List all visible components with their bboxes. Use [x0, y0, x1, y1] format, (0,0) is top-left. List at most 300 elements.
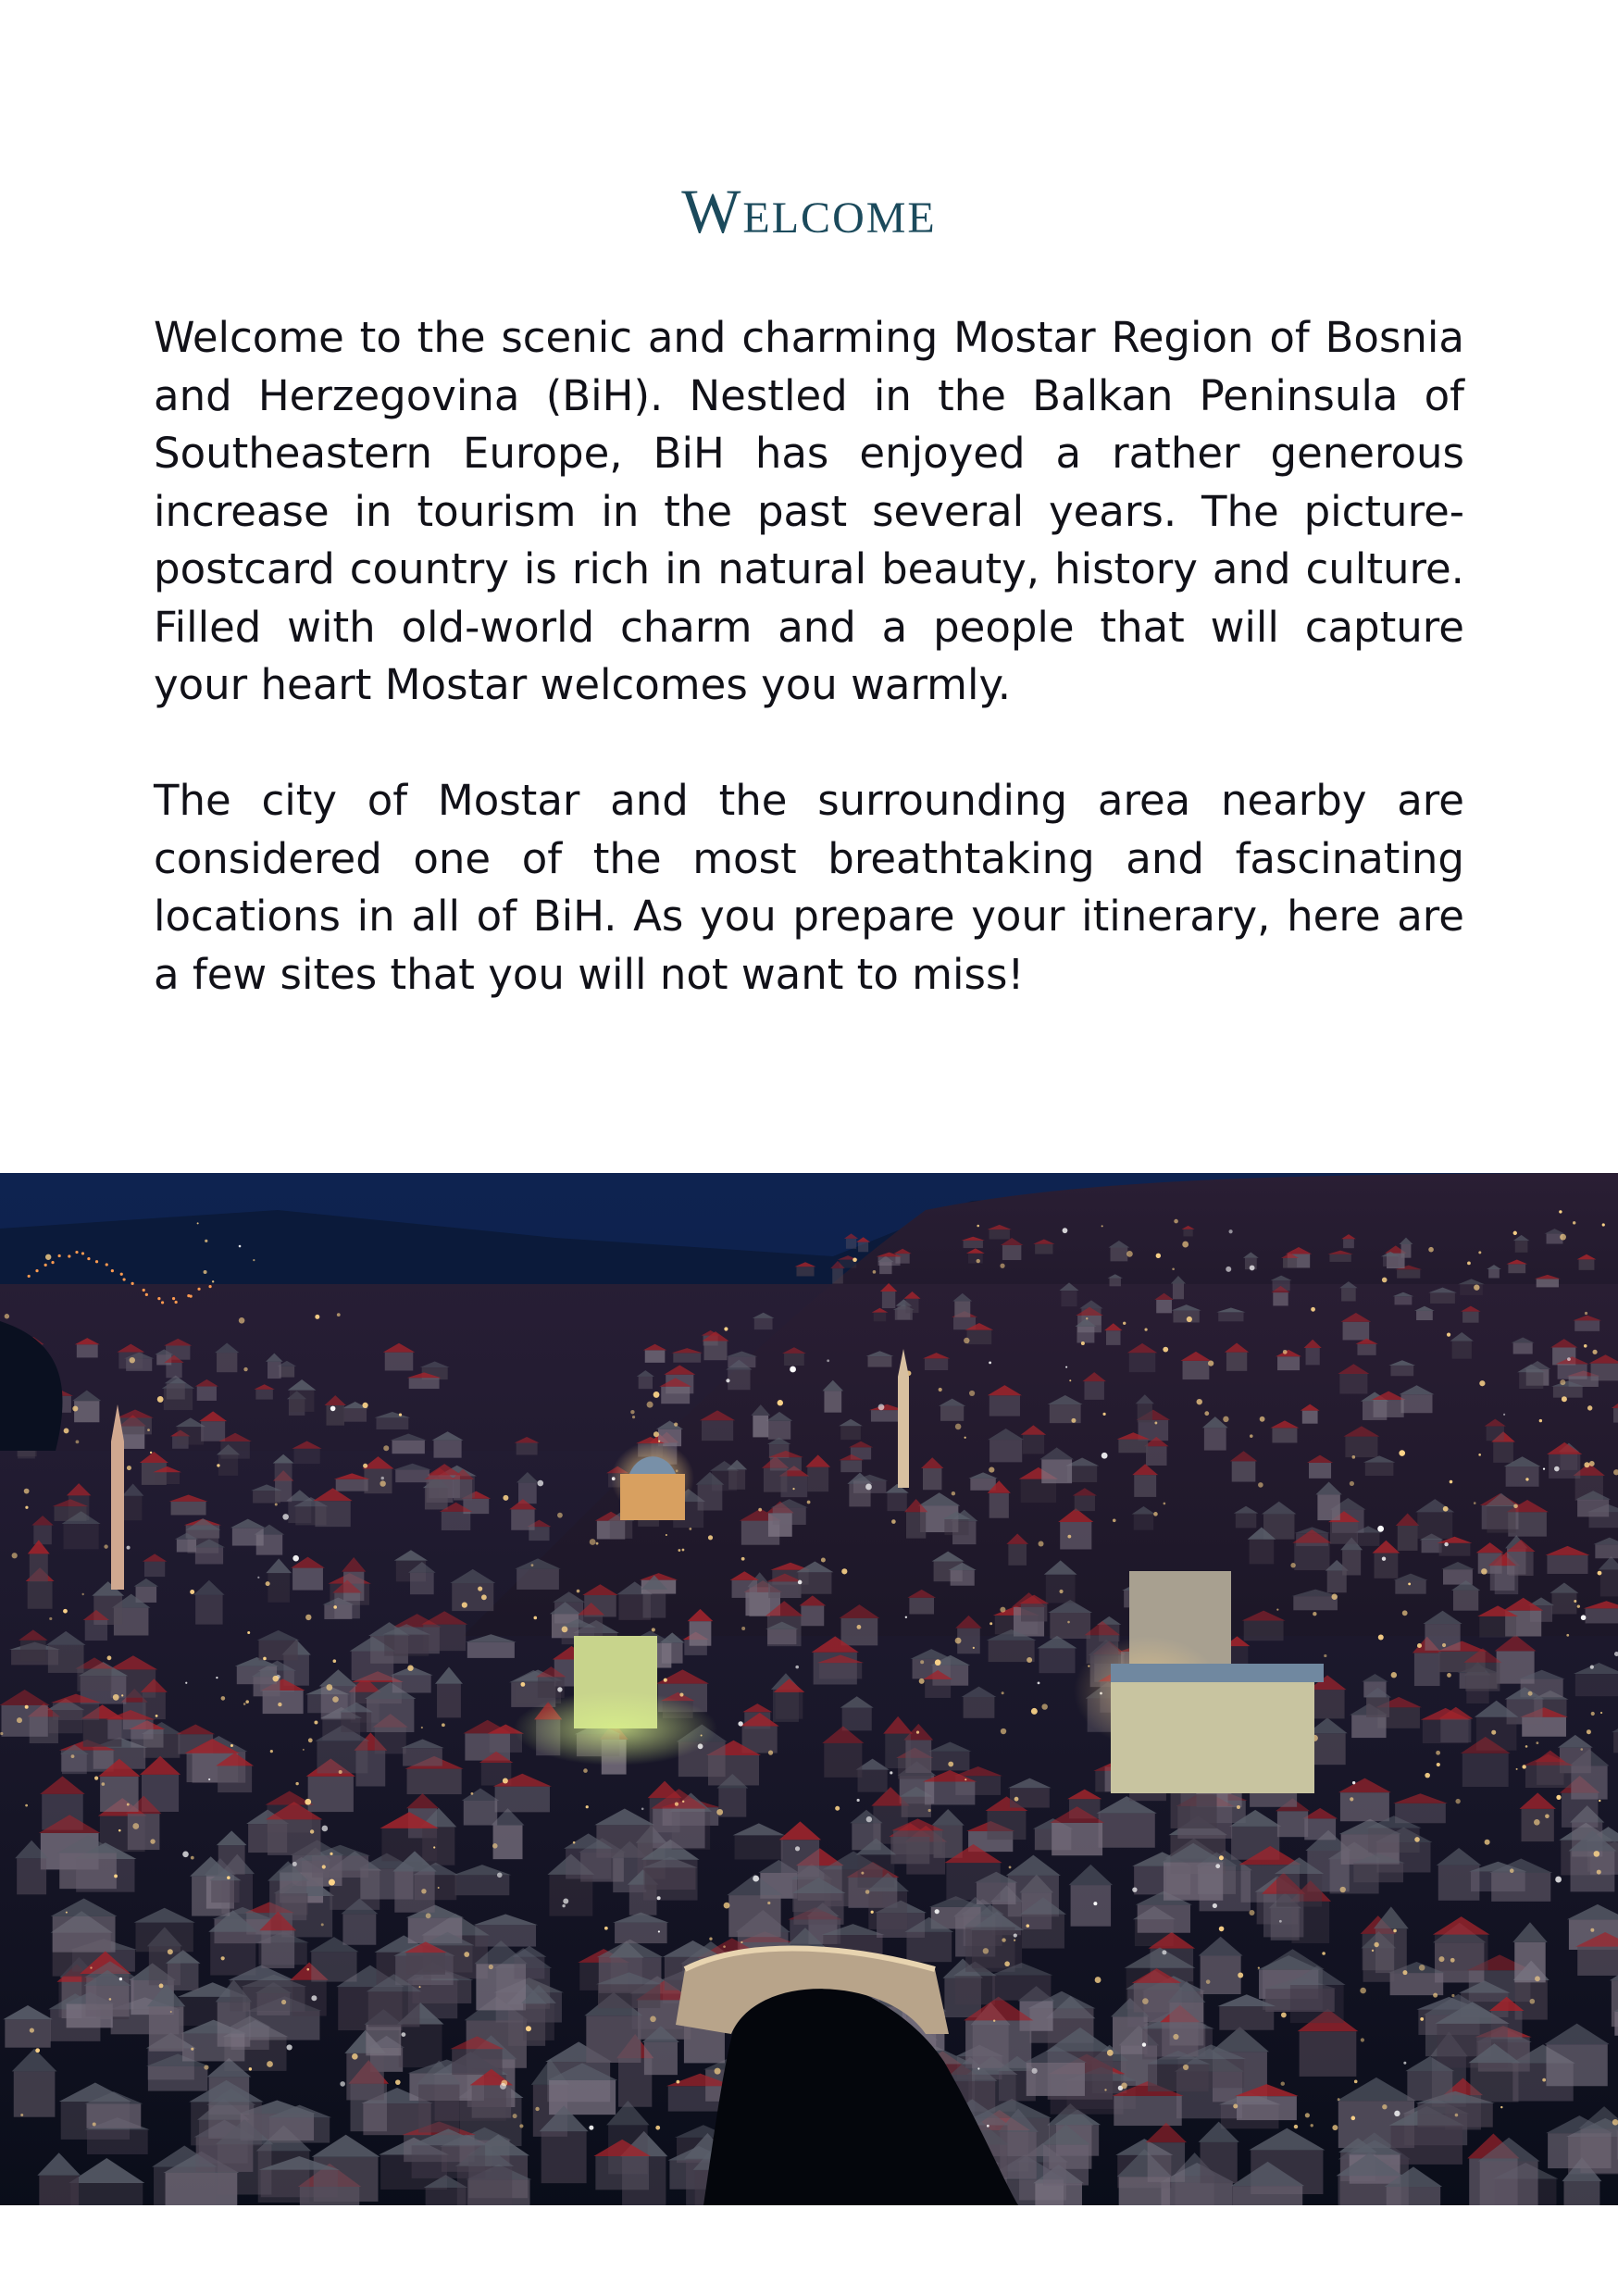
- city-light: [121, 1694, 123, 1696]
- city-light: [1393, 1929, 1397, 1933]
- city-light: [1598, 1571, 1602, 1576]
- city-light: [49, 1617, 52, 1620]
- city-light: [1455, 1799, 1460, 1803]
- city-light: [245, 1700, 249, 1703]
- city-light: [1525, 1478, 1528, 1480]
- city-light: [478, 1586, 482, 1591]
- city-light: [1481, 1568, 1487, 1575]
- city-light: [857, 1625, 862, 1629]
- city-light: [871, 1911, 874, 1914]
- city-light: [583, 1768, 588, 1773]
- city-light: [861, 1872, 864, 1875]
- city-scene-illustration: [0, 1173, 1618, 2205]
- city-light: [1132, 1887, 1137, 1891]
- city-light: [1113, 1518, 1116, 1522]
- city-light: [768, 1751, 773, 1755]
- city-light: [1450, 1958, 1455, 1963]
- city-light: [513, 2114, 517, 2118]
- city-light: [878, 1404, 885, 1410]
- city-light: [1093, 1902, 1097, 1905]
- city-light: [647, 1402, 653, 1408]
- city-light: [127, 1546, 131, 1550]
- city-light: [977, 1259, 980, 1263]
- city-light: [1071, 1418, 1076, 1423]
- city-light: [1249, 1910, 1254, 1915]
- city-light: [1402, 1610, 1408, 1616]
- city-light: [1587, 1729, 1591, 1734]
- city-light: [1559, 1210, 1562, 1213]
- city-light: [795, 1846, 800, 1851]
- city-light: [310, 1829, 314, 1833]
- road-light: [44, 1264, 47, 1267]
- city-light: [363, 1464, 367, 1468]
- city-light: [278, 1703, 281, 1706]
- city-light: [674, 1423, 678, 1427]
- intro-paragraph: [154, 309, 1464, 715]
- city-light: [562, 1904, 565, 1907]
- city-light: [795, 1666, 799, 1669]
- city-light: [1026, 1924, 1029, 1928]
- text-line: a few sites that you will not want to miss!: [154, 949, 1025, 999]
- city-light: [716, 1809, 723, 1816]
- city-light: [1290, 1563, 1295, 1567]
- city-light: [1142, 1998, 1149, 2004]
- city-light: [1350, 1481, 1354, 1486]
- city-light: [321, 1923, 324, 1926]
- city-light: [292, 1555, 299, 1562]
- city-light: [1065, 1366, 1067, 1368]
- city-light: [1443, 1506, 1449, 1512]
- city-light: [1528, 1691, 1533, 1696]
- city-light: [1354, 2080, 1358, 2084]
- city-light: [1420, 2017, 1424, 2021]
- city-light: [675, 1803, 678, 1806]
- city-light: [1591, 1712, 1595, 1716]
- city-light: [1206, 1979, 1211, 1984]
- city-light: [715, 2068, 721, 2075]
- city-light: [322, 1865, 326, 1868]
- city-light: [1311, 2124, 1313, 2127]
- city-light: [758, 1508, 762, 1512]
- city-light: [322, 1826, 329, 1832]
- city-light: [1121, 2083, 1127, 2090]
- city-light: [664, 1678, 667, 1682]
- city-light: [0, 1732, 3, 1735]
- city-light: [1444, 1542, 1448, 1546]
- city-light: [182, 1852, 189, 1858]
- city-light: [798, 1580, 803, 1585]
- city-light: [741, 1557, 745, 1561]
- city-light: [1032, 2068, 1038, 2074]
- city-light: [438, 1887, 440, 1889]
- city-light: [1408, 1582, 1411, 1585]
- city-light: [1174, 1219, 1178, 1224]
- road-light: [35, 1269, 38, 1272]
- city-light: [905, 1616, 907, 1618]
- city-light: [381, 1477, 384, 1479]
- city-light: [156, 1715, 158, 1717]
- city-light: [1556, 1795, 1561, 1800]
- city-light: [689, 1528, 691, 1530]
- city-light: [977, 1225, 979, 1228]
- city-light: [1455, 2114, 1459, 2117]
- city-light: [1584, 1344, 1587, 1348]
- city-light: [890, 1771, 892, 1774]
- city-light: [1543, 1468, 1545, 1470]
- city-light: [857, 1799, 860, 1802]
- city-light: [537, 1480, 543, 1487]
- city-light: [1002, 1691, 1004, 1694]
- city-light: [399, 1414, 402, 1416]
- city-light: [270, 1750, 273, 1753]
- road-light: [106, 1263, 108, 1266]
- city-light: [1197, 1399, 1202, 1404]
- city-light: [1594, 1851, 1600, 1857]
- city-light: [666, 1534, 667, 1536]
- city-light: [190, 1590, 194, 1594]
- text-line: and Herzegovina (BiH). Nestled in the Balkan Peninsula of: [154, 370, 1464, 420]
- city-light: [295, 1782, 298, 1785]
- road-light: [75, 1251, 78, 1254]
- city-light: [1394, 2111, 1400, 2116]
- city-light: [330, 1406, 336, 1412]
- city-light: [952, 1491, 955, 1495]
- city-light: [821, 1558, 826, 1563]
- city-light: [1554, 1466, 1560, 1472]
- sites-paragraph: [154, 772, 1464, 1004]
- city-light: [977, 2067, 979, 2069]
- city-light: [1478, 1251, 1481, 1254]
- city-light: [247, 1631, 250, 1634]
- city-light: [442, 1723, 445, 1727]
- city-light: [1450, 1480, 1453, 1484]
- city-light: [63, 1609, 68, 1614]
- city-light: [965, 1437, 966, 1439]
- text-line: postcard country is rich in natural beauty, history and culture.: [154, 544, 1464, 593]
- city-light: [1281, 2082, 1285, 2086]
- city-light: [1014, 1797, 1019, 1802]
- city-light: [127, 1466, 131, 1470]
- city-light: [1031, 1708, 1038, 1715]
- road-light: [197, 1288, 200, 1291]
- city-light: [127, 1803, 130, 1806]
- city-light: [723, 1945, 726, 1948]
- city-light: [168, 1949, 173, 1954]
- city-light: [1403, 2062, 1406, 2065]
- city-light: [489, 1965, 493, 1969]
- city-light: [1332, 2125, 1338, 2130]
- road-light: [81, 1252, 84, 1254]
- city-light: [306, 1968, 309, 1971]
- road-light: [122, 1278, 125, 1280]
- city-light: [94, 1777, 98, 1780]
- city-light: [1002, 1938, 1005, 1941]
- road-light: [172, 1297, 175, 1300]
- city-light: [272, 1676, 279, 1682]
- city-light: [989, 1361, 991, 1364]
- city-light: [326, 1684, 332, 1691]
- city-light: [1581, 1615, 1587, 1620]
- city-light: [150, 1839, 155, 1843]
- city-light: [632, 1416, 635, 1418]
- city-light: [577, 1590, 580, 1593]
- city-light: [380, 1480, 385, 1486]
- city-light: [1417, 1643, 1422, 1648]
- city-light: [114, 1875, 118, 1878]
- city-light: [197, 1222, 199, 1224]
- city-light: [964, 1338, 969, 1343]
- city-light: [738, 1721, 742, 1726]
- city-light: [1000, 1264, 1004, 1268]
- city-light: [333, 1659, 337, 1663]
- city-light: [1485, 1840, 1490, 1845]
- city-light: [1545, 1814, 1550, 1818]
- city-light: [1340, 1887, 1346, 1892]
- city-light: [426, 1913, 431, 1918]
- city-light: [1555, 1877, 1562, 1883]
- city-light: [1009, 1866, 1012, 1868]
- city-light: [1219, 1855, 1224, 1860]
- city-light: [253, 1259, 255, 1261]
- city-light: [1187, 1316, 1192, 1322]
- text-line: increase in tourism in the past several years. The picture-: [154, 486, 1464, 536]
- city-light: [1104, 2089, 1106, 2090]
- road-light: [208, 1285, 211, 1288]
- city-light: [1001, 1728, 1006, 1734]
- city-light: [230, 1744, 233, 1747]
- city-light: [653, 1391, 660, 1398]
- city-light: [157, 1396, 164, 1403]
- road-light: [157, 1297, 160, 1300]
- city-light: [1513, 1231, 1517, 1235]
- city-light: [1402, 1970, 1407, 1975]
- city-light: [308, 1738, 313, 1742]
- city-light: [90, 1966, 92, 1968]
- road-light: [28, 1275, 31, 1278]
- city-light: [212, 1280, 214, 1282]
- city-light: [118, 1829, 121, 1832]
- city-light: [682, 1801, 684, 1803]
- city-light: [81, 1593, 83, 1595]
- city-light: [969, 1391, 975, 1396]
- city-light: [778, 1400, 783, 1405]
- city-light: [792, 1488, 794, 1490]
- city-light: [471, 1792, 474, 1795]
- city-light: [1067, 1621, 1070, 1624]
- city-light: [303, 1749, 305, 1751]
- city-light: [1372, 1950, 1374, 1952]
- city-light: [630, 1410, 634, 1414]
- city-light: [1173, 2034, 1178, 2040]
- city-light: [352, 2053, 358, 2060]
- city-light: [1204, 1411, 1209, 1416]
- city-light: [987, 2125, 989, 2128]
- city-light: [227, 1876, 230, 1879]
- road-light: [58, 1254, 61, 1257]
- city-light: [1585, 1312, 1587, 1315]
- city-light: [503, 1778, 508, 1784]
- city-light: [1580, 1748, 1583, 1751]
- city-light: [132, 1823, 139, 1829]
- city-light: [1311, 1307, 1315, 1312]
- city-light: [724, 1327, 728, 1330]
- city-light: [939, 1388, 942, 1391]
- city-light: [1542, 2078, 1546, 2082]
- city-light: [72, 1406, 78, 1412]
- city-light: [109, 1998, 112, 2001]
- city-light: [1219, 1927, 1225, 1932]
- city-light: [191, 2048, 193, 2051]
- city-light: [1597, 1870, 1601, 1875]
- city-light: [287, 2044, 292, 2050]
- city-light: [1172, 1267, 1175, 1270]
- city-light: [383, 1445, 389, 1451]
- city-light: [159, 1983, 164, 1988]
- city-light: [1313, 1612, 1316, 1616]
- city-light: [102, 1782, 106, 1786]
- road-light: [161, 1301, 164, 1304]
- city-light: [1095, 1977, 1101, 1983]
- city-light: [1442, 1643, 1446, 1647]
- city-light: [853, 1257, 857, 1262]
- city-light: [993, 2020, 995, 2022]
- city-light: [1382, 1278, 1388, 1283]
- city-light: [1447, 1673, 1451, 1678]
- city-light: [916, 1731, 919, 1734]
- city-light: [1566, 1634, 1569, 1637]
- city-light: [573, 1841, 576, 1844]
- city-light: [1467, 1261, 1471, 1265]
- city-light: [314, 1720, 317, 1724]
- city-light: [339, 1770, 342, 1774]
- city-light: [1086, 1317, 1088, 1319]
- city-light: [1374, 1942, 1378, 1947]
- city-light: [1419, 1965, 1425, 1971]
- city-light: [332, 1696, 339, 1703]
- city-light: [204, 2065, 208, 2069]
- city-light: [421, 1889, 426, 1893]
- city-light: [1123, 1322, 1126, 1325]
- city-light: [1226, 1267, 1231, 1272]
- city-light: [1414, 1837, 1420, 1842]
- city-light: [1228, 1229, 1232, 1233]
- city-light: [1283, 1350, 1288, 1354]
- city-light: [935, 1909, 940, 1914]
- city-light: [1063, 1228, 1068, 1233]
- city-light: [650, 2016, 656, 2023]
- city-light: [25, 1705, 29, 1709]
- city-light: [1534, 1819, 1540, 1826]
- city-light: [989, 1466, 994, 1472]
- city-light: [726, 1379, 729, 1382]
- city-light: [119, 1978, 122, 1980]
- city-light: [481, 1594, 487, 1600]
- city-light: [17, 1717, 22, 1723]
- city-light: [216, 1677, 218, 1678]
- city-light: [935, 1659, 941, 1666]
- city-light: [679, 1692, 683, 1696]
- city-light: [535, 2107, 539, 2111]
- city-light: [1250, 1434, 1253, 1438]
- city-light: [1438, 1956, 1444, 1962]
- city-light: [708, 1535, 713, 1540]
- city-light: [1338, 2098, 1340, 2101]
- city-light: [1479, 1380, 1485, 1386]
- city-light: [1258, 1482, 1263, 1488]
- city-light: [865, 1890, 870, 1894]
- city-light: [1600, 1712, 1602, 1714]
- city-light: [191, 1856, 194, 1860]
- city-light: [655, 2126, 660, 2130]
- city-light: [1144, 1329, 1147, 1331]
- city-light: [263, 1657, 267, 1661]
- city-light: [500, 2083, 506, 2090]
- city-light: [1067, 1535, 1071, 1539]
- city-light: [1560, 1234, 1566, 1241]
- city-light: [76, 1440, 80, 1443]
- city-light: [275, 1504, 278, 1506]
- city-light: [1516, 1768, 1518, 1770]
- city-light: [45, 1254, 51, 1260]
- city-light: [503, 1495, 508, 1501]
- city-light: [1567, 1357, 1571, 1361]
- city-light: [955, 1424, 962, 1430]
- city-light: [973, 1647, 975, 1649]
- city-light: [1004, 1961, 1010, 1966]
- city-light: [1233, 2103, 1238, 2108]
- city-light: [281, 2000, 286, 2004]
- city-light: [1107, 2050, 1114, 2056]
- city-light: [1014, 1933, 1017, 1937]
- city-light: [1587, 1405, 1592, 1410]
- city-light: [257, 1577, 259, 1578]
- city-light: [1039, 1541, 1044, 1547]
- city-light: [315, 1315, 319, 1319]
- page-title: Welcome: [681, 176, 937, 246]
- city-light: [1041, 1703, 1047, 1709]
- city-light: [147, 1429, 150, 1431]
- text-line: Southeastern Europe, BiH has enjoyed a rather generous: [154, 429, 1464, 478]
- city-light: [266, 1581, 270, 1586]
- city-light: [107, 1655, 112, 1660]
- city-light: [462, 1603, 467, 1608]
- city-light: [1513, 1504, 1518, 1508]
- city-light: [1014, 1940, 1015, 1941]
- city-light: [1525, 1745, 1528, 1748]
- city-light: [919, 1678, 925, 1684]
- city-light: [401, 2032, 405, 2037]
- city-light: [249, 2067, 252, 2070]
- city-light: [590, 1539, 596, 1545]
- city-light: [1599, 1800, 1600, 1802]
- city-light: [170, 2011, 172, 2013]
- text-line: The city of Mostar and the surrounding area nearby are: [154, 776, 1464, 825]
- city-light: [709, 1937, 712, 1940]
- mosque-center: [611, 1441, 694, 1520]
- city-light: [1361, 2038, 1364, 2041]
- city-light: [1478, 1454, 1481, 1456]
- city-light: [1258, 1967, 1260, 1969]
- city-light: [1399, 1450, 1405, 1456]
- city-light: [1281, 2013, 1287, 2018]
- city-light: [221, 1696, 226, 1701]
- city-light: [64, 1429, 69, 1434]
- text-line: considered one of the most breathtaking and fascinating: [154, 833, 1464, 883]
- city-light: [1215, 1864, 1220, 1868]
- city-light: [362, 1403, 367, 1408]
- city-light: [1156, 1254, 1161, 1258]
- city-light: [1377, 1526, 1384, 1532]
